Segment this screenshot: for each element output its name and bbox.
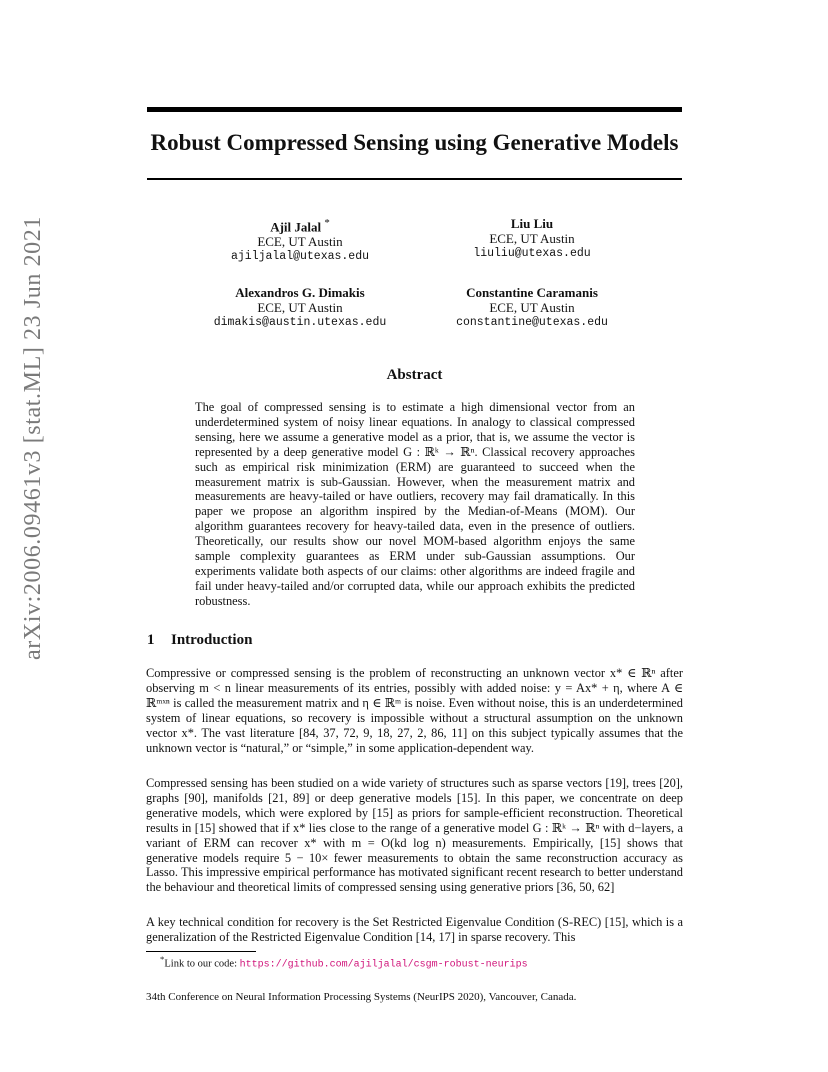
section-number: 1 (147, 632, 155, 648)
author-name: Constantine Caramanis (466, 285, 598, 300)
author-name: Liu Liu (510, 216, 554, 231)
venue-footer: 34th Conference on Neural Information Processing Systems (NeurIPS 2020), Vancouver, Canada. (146, 991, 577, 1003)
footnote-rule (146, 951, 256, 952)
title-top-rule (147, 107, 682, 112)
arxiv-side-stamp: arXiv:2006.09461v3 [stat.ML] 23 Jun 2021 (20, 216, 46, 660)
author-footnote-mark: * (324, 217, 330, 229)
abstract-text: The goal of compressed sensing is to estimate a high dimensional vector from an underdetermined system of noisy linear equations. In analogy to classical compressed sensing, here we assume a generative model as a prior, that is, we assume the vector is represented by a deep generative model G : ℝᵏ → ℝⁿ. Classical recovery approaches such as empirical risk minimization (ERM) are guaranteed to succeed when the measurement matrix is sub-Gaussian. However, when the measurement matrix and measurements are heavy-tailed or have outliers, recovery may fail dramatically. In this paper we propose an algorithm inspired by the Median-of-Means (MOM). Our algorithm guarantees recovery for heavy-tailed data, even in the presence of outliers. Theoretically, our results show our novel MOM-based algorithm enjoys the same sample complexity guarantees as ERM under sub-Gaussian assumptions. Our experiments validate both aspects of our claims: other algorithms are indeed fragile and fail under heavy-tailed and/or corrupted data, while our approach exhibits the predicted robustness. (195, 400, 635, 608)
abstract-heading: Abstract (386, 367, 443, 383)
author-affiliation: ECE, UT Austin (489, 300, 575, 315)
author-affiliation: ECE, UT Austin (489, 231, 575, 246)
paper-title: Robust Compressed Sensing using Generative Models (150, 130, 679, 155)
footnote-label: Link to our code: (164, 958, 240, 970)
author-email[interactable]: dimakis@austin.utexas.edu (213, 316, 387, 329)
section-heading (147, 632, 252, 649)
author-block (402, 216, 662, 261)
author-email[interactable]: ajiljalal@utexas.edu (230, 250, 370, 264)
footnote (160, 954, 528, 971)
footnote-mark: * (160, 954, 165, 964)
author-email[interactable]: constantine@utexas.edu (456, 316, 608, 329)
author-affiliation: ECE, UT Austin (257, 234, 343, 250)
intro-paragraph-3: A key technical condition for recovery is the Set Restricted Eigenvalue Condition (S-REC) [15], which is a generalization of the Restricted Eigenvalue Condition [14, 17] in sparse recovery. This (146, 915, 683, 944)
code-link[interactable]: https://github.com/ajiljalal/csgm-robust-neurips (239, 959, 528, 971)
intro-paragraph-2: Compressed sensing has been studied on a wide variety of structures such as sparse vectors [19], trees [20], graphs [90], manifolds [21, 89] or deep generative models [15]. In this paper, we concentrate on deep generative models, which were explored by [15] as priors for sample-efficient reconstruction. Theoretical results in [15] showed that if x* lies close to the range of a generative model G : ℝᵏ → ℝⁿ with d−layers, a variant of ERM can recover x* with m = O(kd log n) measurements. Empirically, [15] shows that generative models require 5 − 10× fewer measurements to obtain the same reconstruction accuracy as Lasso. This impressive empirical performance has motivated significant recent research to better understand the behaviour and theoretical limits of compressed sensing using generative priors [36, 50, 62] (146, 776, 683, 895)
author-block (402, 285, 662, 330)
author-block (170, 285, 430, 330)
intro-paragraph-1: Compressive or compressed sensing is the problem of reconstructing an unknown vector x* ∈ ℝⁿ after observing m < n linear measurements of its entries, possibly with added noise: y = Ax* + η, where A ∈ ℝᵐˣⁿ is called the measurement matrix and η ∈ ℝᵐ is noise. Even without noise, this is an underdetermined system of linear equations, so recovery is impossible without a structural assumption on the unknown vector x*. The vast literature [84, 37, 72, 9, 18, 27, 2, 86, 11] on this subject typically assumes that the unknown vector is “natural,” or “simple,” in some application-dependent way. (146, 666, 683, 755)
title-bottom-rule (147, 178, 682, 180)
author-email[interactable]: liuliu@utexas.edu (473, 247, 591, 260)
author-name: Ajil Jalal (270, 219, 322, 235)
author-affiliation: ECE, UT Austin (257, 300, 343, 315)
author-block (170, 216, 430, 264)
author-name: Alexandros G. Dimakis (235, 285, 365, 300)
section-title: Introduction (171, 632, 253, 648)
